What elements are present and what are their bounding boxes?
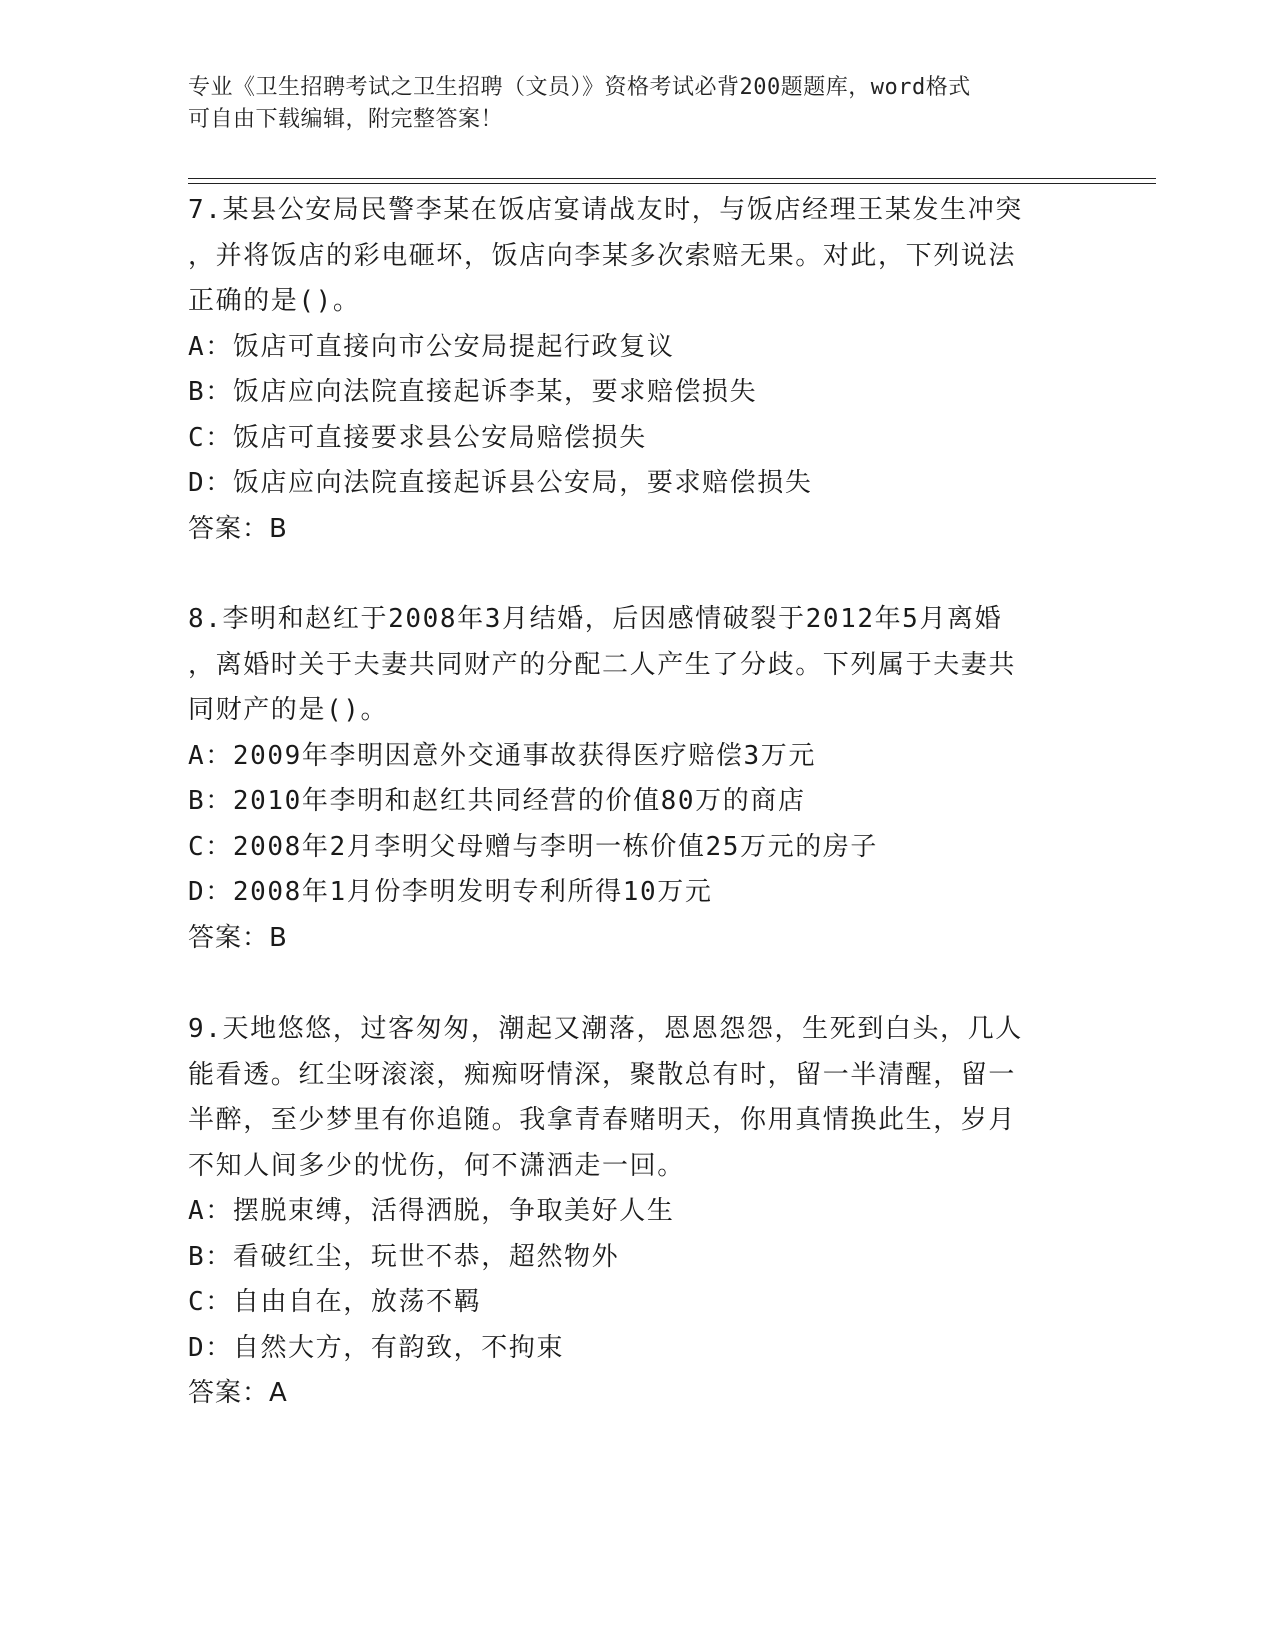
- option-a: A：摆脱束缚，活得洒脱，争取美好人生: [188, 1196, 675, 1226]
- question-text-line: 8.李明和赵红于2008年3月结婚，后因感情破裂于2012年5月离婚: [188, 604, 1003, 634]
- option-c: C：自由自在，放荡不羁: [188, 1287, 482, 1317]
- question-8: [188, 597, 1068, 961]
- option-c: C：2008年2月李明父母赠与李明一栋价值25万元的房子: [188, 831, 879, 862]
- option-c: C：饭店可直接要求县公安局赔偿损失: [188, 422, 647, 453]
- question-text-line: 不知人间多少的忧伤，何不潇洒走一回。: [188, 1150, 685, 1181]
- option-d: D：自然大方，有韵致，不拘束: [188, 1332, 565, 1363]
- question-9: [188, 1007, 1068, 1417]
- answer-line: 答案：A: [188, 1378, 288, 1408]
- question-text-line: 7.某县公安局民警李某在饭店宴请战友时，与饭店经理王某发生冲突: [188, 195, 1023, 225]
- question-text-line: 正确的是()。: [188, 286, 361, 316]
- header-line-2: 可自由下载编辑，附完整答案！: [188, 107, 504, 132]
- header-divider-top: [188, 178, 1156, 179]
- option-b: B：饭店应向法院直接起诉李某，要求赔偿损失: [188, 377, 758, 407]
- header-line-1: 专业《卫生招聘考试之卫生招聘（文员）》资格考试必背200题题库，word格式: [188, 75, 971, 100]
- question-text-line: 能看透。红尘呀滚滚，痴痴呀情深，聚散总有时，留一半清醒，留一: [188, 1059, 1017, 1090]
- answer-line: 答案：B: [188, 513, 288, 544]
- question-text-line: ，并将饭店的彩电砸坏，饭店向李某多次索赔无果。对此，下列说法: [188, 240, 1017, 271]
- question-text-line: 半醉，至少梦里有你追随。我拿青春赌明天，你用真情换此生，岁月: [188, 1105, 1017, 1135]
- question-7: [188, 188, 1068, 552]
- option-b: B：2010年李明和赵红共同经营的价值80万的商店: [188, 786, 806, 816]
- option-d: D：2008年1月份李明发明专利所得10万元: [188, 877, 713, 907]
- document-header: [188, 72, 1068, 136]
- option-d: D：饭店应向法院直接起诉县公安局，要求赔偿损失: [188, 468, 813, 498]
- answer-line: 答案：B: [188, 922, 288, 953]
- option-b: B：看破红尘，玩世不恭，超然物外: [188, 1241, 620, 1272]
- question-text-line: 同财产的是()。: [188, 695, 389, 725]
- question-text-line: ，离婚时关于夫妻共同财产的分配二人产生了分歧。下列属于夫妻共: [188, 649, 1017, 680]
- option-a: A：饭店可直接向市公安局提起行政复议: [188, 331, 675, 362]
- option-a: A：2009年李明因意外交通事故获得医疗赔偿3万元: [188, 740, 816, 771]
- header-divider-bottom: [188, 183, 1156, 184]
- question-text-line: 9.天地悠悠，过客匆匆，潮起又潮落，恩恩怨怨，生死到白头，几人: [188, 1014, 1023, 1044]
